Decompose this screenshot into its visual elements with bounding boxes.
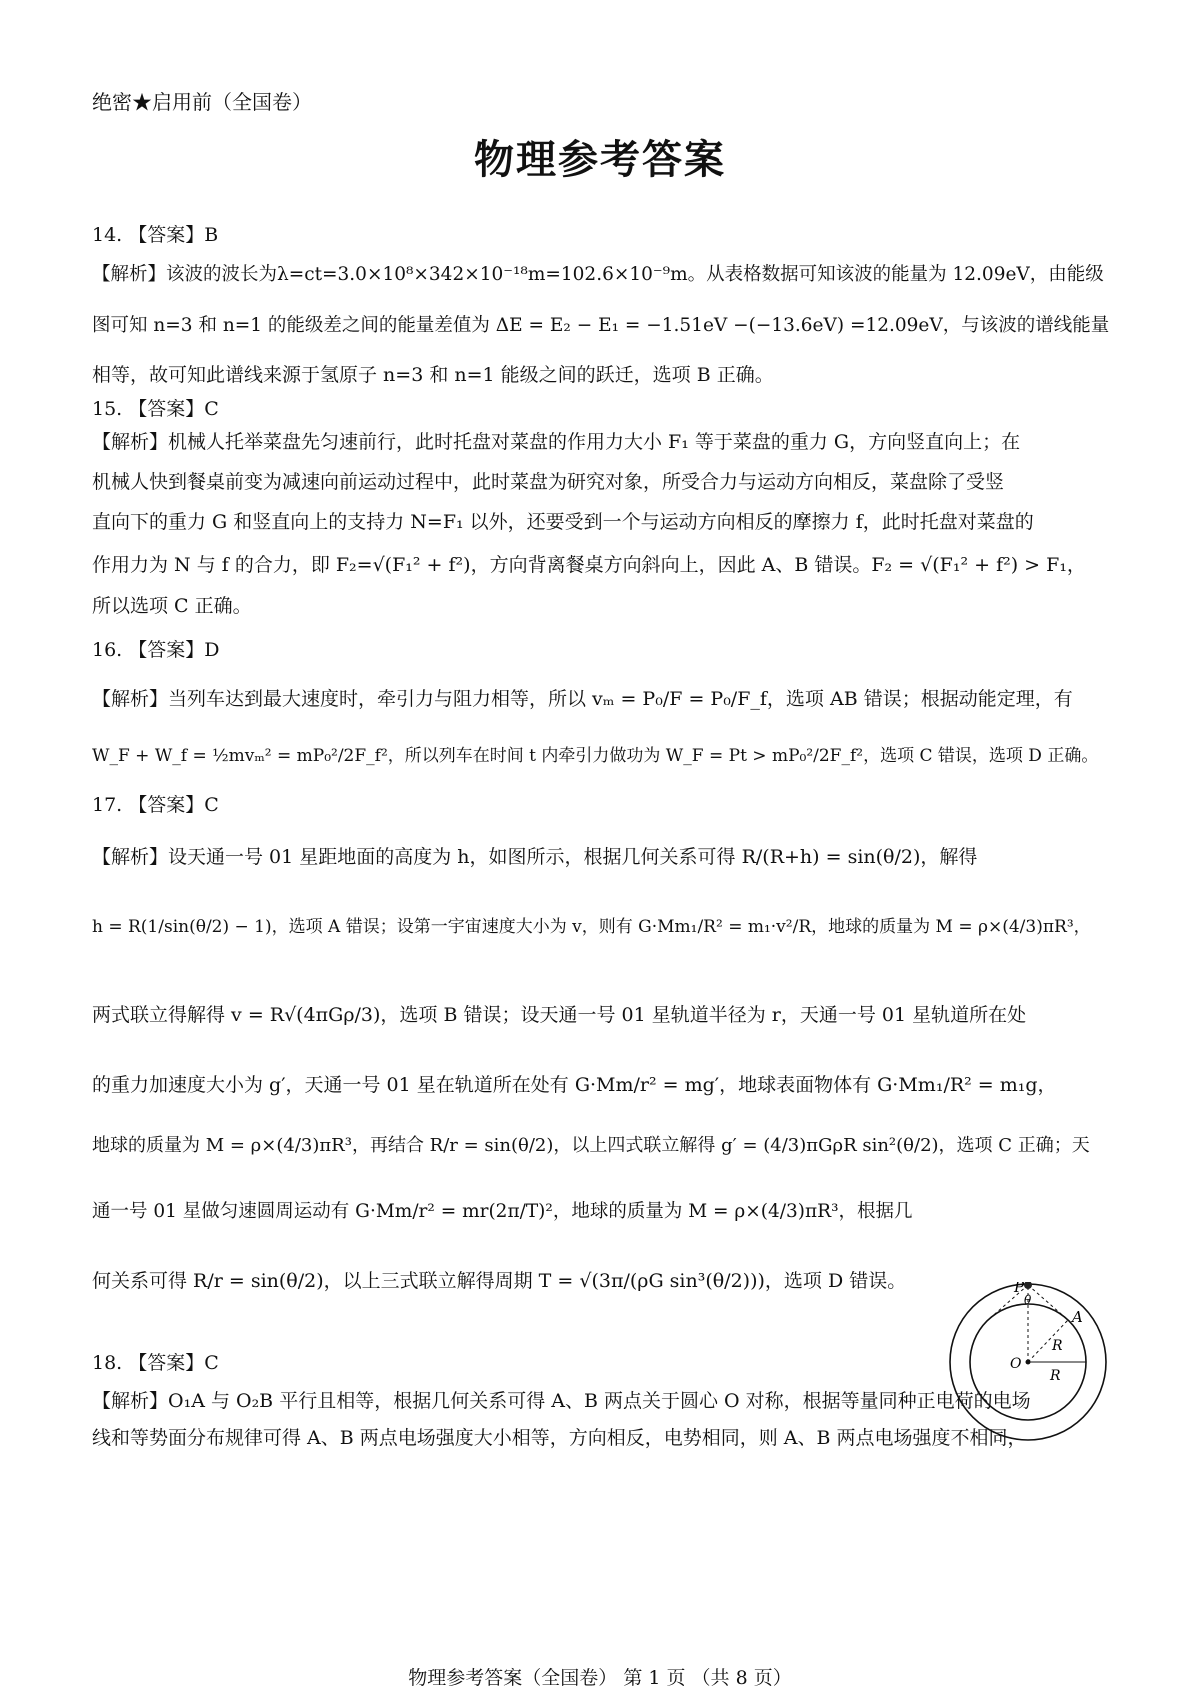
q16-answer: 16. 【答案】D (92, 639, 220, 661)
q15-line-3: 直向下的重力 G 和竖直向上的支持力 N=F₁ 以外，还要受到一个与运动方向相反的摩擦力 f，此时托盘对菜盘的 (92, 511, 1034, 533)
label-p: P (1014, 1282, 1025, 1296)
label-o: O (1010, 1356, 1022, 1372)
q18-line-2: 线和等势面分布规律可得 A、B 两点电场强度大小相等，方向相反，电势相同，则 A、B 两点电场强度不相同， (92, 1427, 1027, 1449)
q15-line-1: 【解析】机械人托举菜盘先匀速前行，此时托盘对菜盘的作用力大小 F₁ 等于菜盘的重力 G，方向竖直向上；在 (92, 431, 1021, 453)
q17-line-2: h = R(1/sin(θ/2) − 1)，选项 A 错误；设第一宇宙速度大小为 v，则有 G·Mm₁/R² = m₁·v²/R，地球的质量为 M = ρ×(4/3)πR³， (92, 917, 1091, 937)
q15-line-5: 所以选项 C 正确。 (92, 595, 252, 617)
q18-line-1: 【解析】O₁A 与 O₂B 平行且相等，根据几何关系可得 A、B 两点关于圆心 O 对称，根据等量同种正电荷的电场 (92, 1390, 1031, 1412)
label-a: A (1072, 1308, 1083, 1326)
q15-line-2: 机械人快到餐桌前变为减速向前运动过程中，此时菜盘为研究对象，所受合力与运动方向相反，菜盘除了受竖 (92, 471, 1005, 493)
q17-line-1: 【解析】设天通一号 01 星距地面的高度为 h，如图所示，根据几何关系可得 R/(R+h) = sin(θ/2)，解得 (92, 846, 978, 868)
q14-answer: 14. 【答案】B (92, 224, 219, 246)
page-title: 物理参考答案 (474, 136, 726, 183)
q14-line-2: 图可知 n=3 和 n=1 的能级差之间的能量差值为 ΔE = E₂ − E₁ = −1.51eV −(−13.6eV) =12.09eV，与该波的谱线能量 (92, 315, 1110, 336)
q16-line-1: 【解析】当列车达到最大速度时，牵引力与阻力相等，所以 vₘ = P₀/F = P₀/F_f，选项 AB 错误；根据动能定理，有 (92, 688, 1073, 710)
label-r1: R (1052, 1338, 1063, 1354)
q16-line-2: W_F + W_f = ½mvₘ² = mP₀²/2F_f²，所以列车在时间 t 内牵引力做功为 W_F = Pt > mP₀²/2F_f²，选项 C 错误，选项 D 正确。 (92, 746, 1099, 766)
confidential-label: 绝密★启用前（全国卷） (92, 90, 312, 114)
q15-line-4: 作用力为 N 与 f 的合力，即 F₂=√(F₁² + f²)，方向背离餐桌方向斜向上，因此 A、B 错误。F₂ = √(F₁² + f²) > F₁， (92, 554, 1086, 576)
q17-answer: 17. 【答案】C (92, 794, 219, 816)
q17-line-4: 的重力加速度大小为 g′，天通一号 01 星在轨道所在处有 G·Mm/r² = mg′，地球表面物体有 G·Mm₁/R² = m₁g， (92, 1074, 1057, 1096)
q18-answer: 18. 【答案】C (92, 1352, 219, 1374)
q17-line-5: 地球的质量为 M = ρ×(4/3)πR³，再结合 R/r = sin(θ/2)，以上四式联立解得 g′ = (4/3)πGρR sin²(θ/2)，选项 C 正确；天 (92, 1135, 1090, 1156)
label-theta: θ (1024, 1293, 1032, 1307)
q15-answer: 15. 【答案】C (92, 398, 219, 420)
q17-line-6: 通一号 01 星做匀速圆周运动有 G·Mm/r² = mr(2π/T)²，地球的质量为 M = ρ×(4/3)πR³，根据几 (92, 1201, 913, 1222)
q17-line-3: 两式联立得解得 v = R√(4πGρ/3)，选项 B 错误；设天通一号 01 星轨道半径为 r，天通一号 01 星轨道所在处 (92, 1004, 1027, 1026)
q14-line-3: 相等，故可知此谱线来源于氢原子 n=3 和 n=1 能级之间的跃迁，选项 B 正确。 (92, 364, 774, 386)
q17-line-7: 何关系可得 R/r = sin(θ/2)，以上三式联立解得周期 T = √(3π/(ρG sin³(θ/2)))，选项 D 错误。 (92, 1270, 907, 1292)
satellite-dot (1024, 1282, 1032, 1289)
page-footer: 物理参考答案（全国卷） 第 1 页 （共 8 页） (408, 1667, 792, 1689)
q14-line-1: 【解析】该波的波长为λ=ct=3.0×10⁸×342×10⁻¹⁸m=102.6×10⁻⁹m。从表格数据可知该波的能量为 12.09eV，由能级 (92, 264, 1104, 285)
label-r2: R (1050, 1368, 1061, 1384)
